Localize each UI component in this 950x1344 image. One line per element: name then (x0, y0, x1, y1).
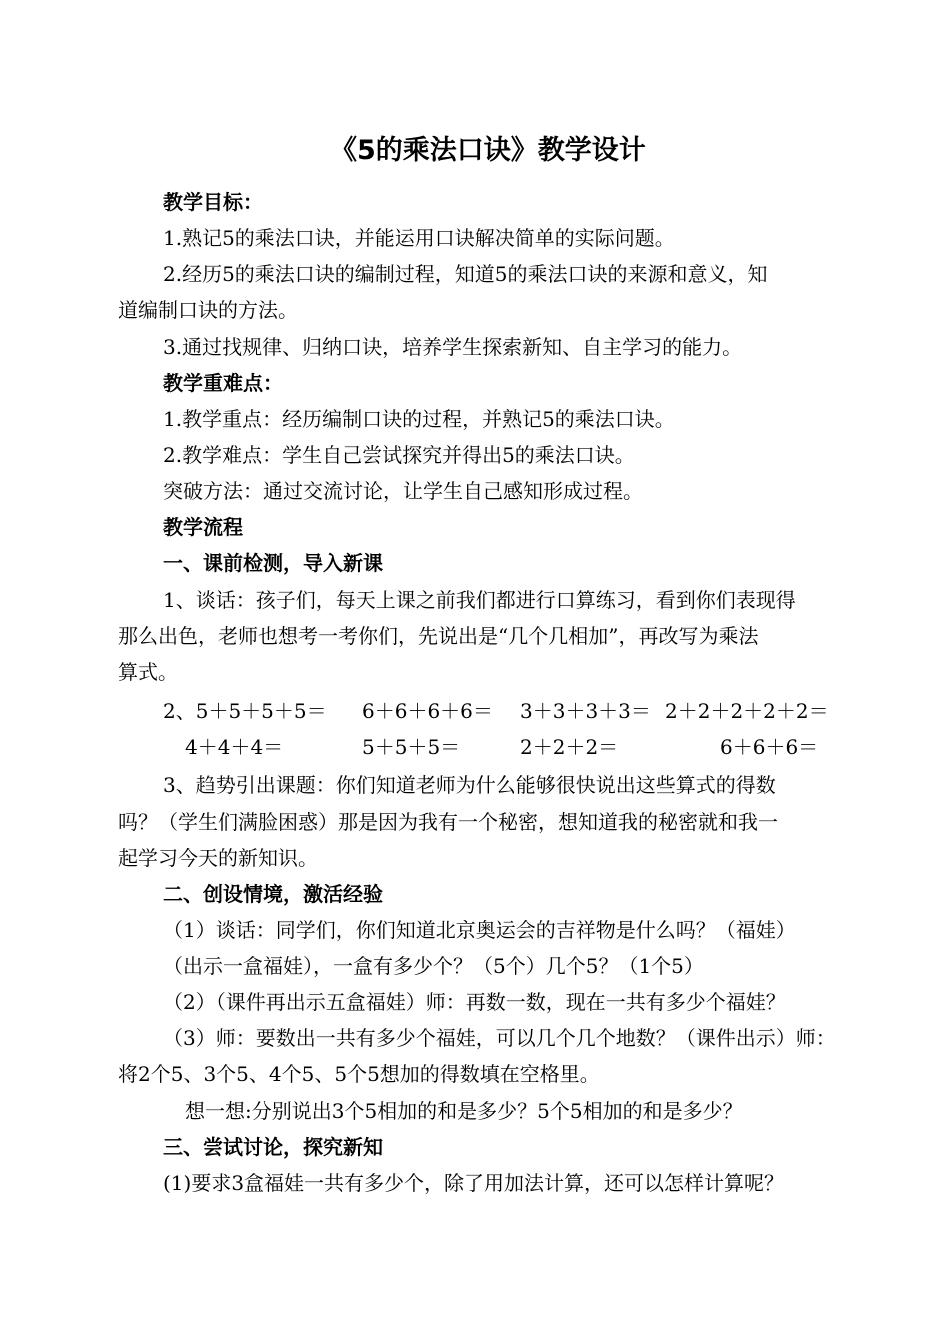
exercise-5: 4＋4＋4＝ (185, 735, 284, 759)
section-1-p3-line2: 吗？（学生们满脸困惑）那是因为我有一个秘密，想知道我的秘密就和我一 (118, 810, 778, 834)
section-2-heading: 二、创设情境，激活经验 (163, 882, 383, 906)
exercise-4: 2＋2＋2＋2＋2＝ (665, 699, 829, 723)
document-title: 《5的乘法口诀》教学设计 (330, 135, 646, 166)
key-points-heading: 教学重难点： (163, 371, 283, 395)
section-2-s1-line2: （出示一盒福娃），一盒有多少个？（5个）几个5？（1个5） (163, 954, 704, 978)
section-3-heading: 三、尝试讨论，探究新知 (163, 1135, 383, 1159)
exercise-7: 2＋2＋2＝ (520, 735, 619, 759)
section-2-s1-line1: （1）谈话：同学们，你们知道北京奥运会的吉祥物是什么吗？（福娃） (163, 918, 796, 942)
section-1-p1-line3: 算式。 (118, 660, 178, 684)
section-3-s1: (1)要求3盒福娃一共有多少个，除了用加法计算，还可以怎样计算呢？ (163, 1171, 785, 1195)
section-1-p3-line3: 起学习今天的新知识。 (118, 846, 318, 870)
objective-2-line1: 2.经历5的乘法口诀的编制过程，知道5的乘法口诀的来源和意义，知 (163, 262, 768, 286)
exercise-3: 3＋3＋3＋3＝ (520, 699, 651, 723)
section-1-heading: 一、课前检测，导入新课 (163, 551, 383, 575)
section-2-s3-line2: 将2个5、3个5、4个5、5个5想加的得数填在空格里。 (118, 1062, 600, 1086)
objectives-heading: 教学目标： (163, 190, 263, 214)
section-2-s3-line1: （3）师：要数出一共有多少个福娃，可以几个几个地数？（课件出示）师： (163, 1026, 836, 1050)
objective-1: 1.熟记5的乘法口诀，并能运用口诀解决简单的实际问题。 (163, 226, 675, 250)
breakthrough-method: 突破方法：通过交流讨论，让学生自己感知形成过程。 (163, 479, 643, 503)
process-heading: 教学流程 (163, 515, 243, 539)
objective-3: 3.通过找规律、归纳口诀，培养学生探索新知、自主学习的能力。 (163, 335, 743, 359)
section-1-p3-line1: 3、趋势引出课题：你们知道老师为什么能够很快说出这些算式的得数 (163, 773, 776, 797)
section-2-s2: （2）（课件再出示五盒福娃）师：再数一数，现在一共有多少个福娃？ (163, 990, 786, 1014)
objective-2-line2: 道编制口诀的方法。 (118, 298, 298, 322)
exercise-6: 5＋5＋5＝ (362, 735, 461, 759)
exercise-1: 2、5＋5＋5＋5＝ (163, 699, 327, 723)
section-1-p1-line2: 那么出色，老师也想考一考你们，先说出是“几个几相加”，再改写为乘法 (118, 624, 759, 648)
section-1-p1-line1: 1、谈话：孩子们，每天上课之前我们都进行口算练习，看到你们表现得 (163, 588, 796, 612)
section-2-think: 想一想:分别说出3个5相加的和是多少？5个5相加的和是多少？ (185, 1099, 743, 1123)
key-point-2: 2.教学难点：学生自己尝试探究并得出5的乘法口诀。 (163, 443, 635, 467)
exercise-2: 6＋6＋6＋6＝ (362, 699, 493, 723)
key-point-1: 1.教学重点：经历编制口诀的过程，并熟记5的乘法口诀。 (163, 407, 675, 431)
exercise-8: 6＋6＋6＝ (720, 735, 819, 759)
